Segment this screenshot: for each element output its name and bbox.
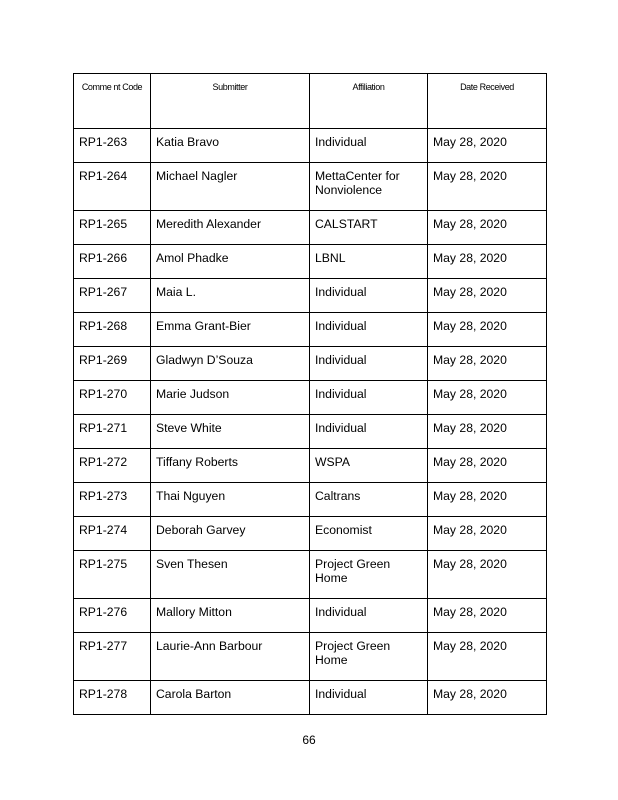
cell-affiliation: MettaCenter for Nonviolence [310,163,428,211]
cell-code: RP1-274 [74,517,151,551]
header-date-received: Date Received [428,74,547,129]
cell-date: May 28, 2020 [428,551,547,599]
table-row [74,129,547,163]
cell-date: May 28, 2020 [428,599,547,633]
table-row [74,211,547,245]
cell-submitter: Deborah Garvey [151,517,310,551]
table-row [74,633,547,681]
cell-code: RP1-268 [74,313,151,347]
cell-code: RP1-269 [74,347,151,381]
cell-date: May 28, 2020 [428,163,547,211]
cell-submitter: Steve White [151,415,310,449]
cell-code: RP1-264 [74,163,151,211]
cell-date: May 28, 2020 [428,347,547,381]
cell-affiliation: CALSTART [310,211,428,245]
table-row [74,347,547,381]
cell-submitter: Gladwyn D’Souza [151,347,310,381]
cell-code: RP1-266 [74,245,151,279]
cell-code: RP1-275 [74,551,151,599]
cell-affiliation: Individual [310,681,428,715]
cell-code: RP1-276 [74,599,151,633]
cell-affiliation: Individual [310,129,428,163]
cell-date: May 28, 2020 [428,211,547,245]
cell-submitter: Mallory Mitton [151,599,310,633]
cell-submitter: Meredith Alexander [151,211,310,245]
cell-affiliation: WSPA [310,449,428,483]
cell-code: RP1-270 [74,381,151,415]
cell-code: RP1-278 [74,681,151,715]
table-row [74,449,547,483]
cell-affiliation: Project Green Home [310,551,428,599]
cell-submitter: Amol Phadke [151,245,310,279]
cell-affiliation: Individual [310,599,428,633]
table-row [74,551,547,599]
cell-date: May 28, 2020 [428,381,547,415]
comments-table [73,73,547,715]
cell-code: RP1-273 [74,483,151,517]
cell-submitter: Carola Barton [151,681,310,715]
table-row [74,681,547,715]
cell-date: May 28, 2020 [428,517,547,551]
cell-submitter: Michael Nagler [151,163,310,211]
cell-date: May 28, 2020 [428,483,547,517]
cell-affiliation: Individual [310,279,428,313]
cell-affiliation: Individual [310,381,428,415]
table-row [74,517,547,551]
cell-submitter: Emma Grant-Bier [151,313,310,347]
cell-date: May 28, 2020 [428,279,547,313]
cell-date: May 28, 2020 [428,633,547,681]
cell-date: May 28, 2020 [428,313,547,347]
cell-affiliation: Individual [310,347,428,381]
cell-affiliation: Individual [310,313,428,347]
cell-affiliation: LBNL [310,245,428,279]
cell-submitter: Laurie-Ann Barbour [151,633,310,681]
page-number: 66 [302,733,316,747]
cell-submitter: Sven Thesen [151,551,310,599]
header-submitter: Submitter [151,74,310,129]
cell-submitter: Marie Judson [151,381,310,415]
cell-affiliation: Project Green Home [310,633,428,681]
table-row [74,599,547,633]
header-comment-code: Comme nt Code [74,74,151,129]
cell-code: RP1-271 [74,415,151,449]
table-body [74,129,547,715]
cell-submitter: Thai Nguyen [151,483,310,517]
table-row [74,381,547,415]
table-row [74,415,547,449]
cell-submitter: Maia L. [151,279,310,313]
cell-code: RP1-265 [74,211,151,245]
cell-date: May 28, 2020 [428,129,547,163]
cell-affiliation: Economist [310,517,428,551]
table-row [74,279,547,313]
header-affiliation: Affiliation [310,74,428,129]
cell-affiliation: Caltrans [310,483,428,517]
cell-date: May 28, 2020 [428,415,547,449]
cell-code: RP1-263 [74,129,151,163]
cell-date: May 28, 2020 [428,449,547,483]
table-row [74,483,547,517]
cell-code: RP1-277 [74,633,151,681]
cell-code: RP1-267 [74,279,151,313]
cell-affiliation: Individual [310,415,428,449]
table-row [74,245,547,279]
cell-submitter: Katia Bravo [151,129,310,163]
cell-code: RP1-272 [74,449,151,483]
table-header-row [74,74,547,129]
cell-date: May 28, 2020 [428,681,547,715]
cell-date: May 28, 2020 [428,245,547,279]
cell-submitter: Tiffany Roberts [151,449,310,483]
table-row [74,163,547,211]
table-row [74,313,547,347]
